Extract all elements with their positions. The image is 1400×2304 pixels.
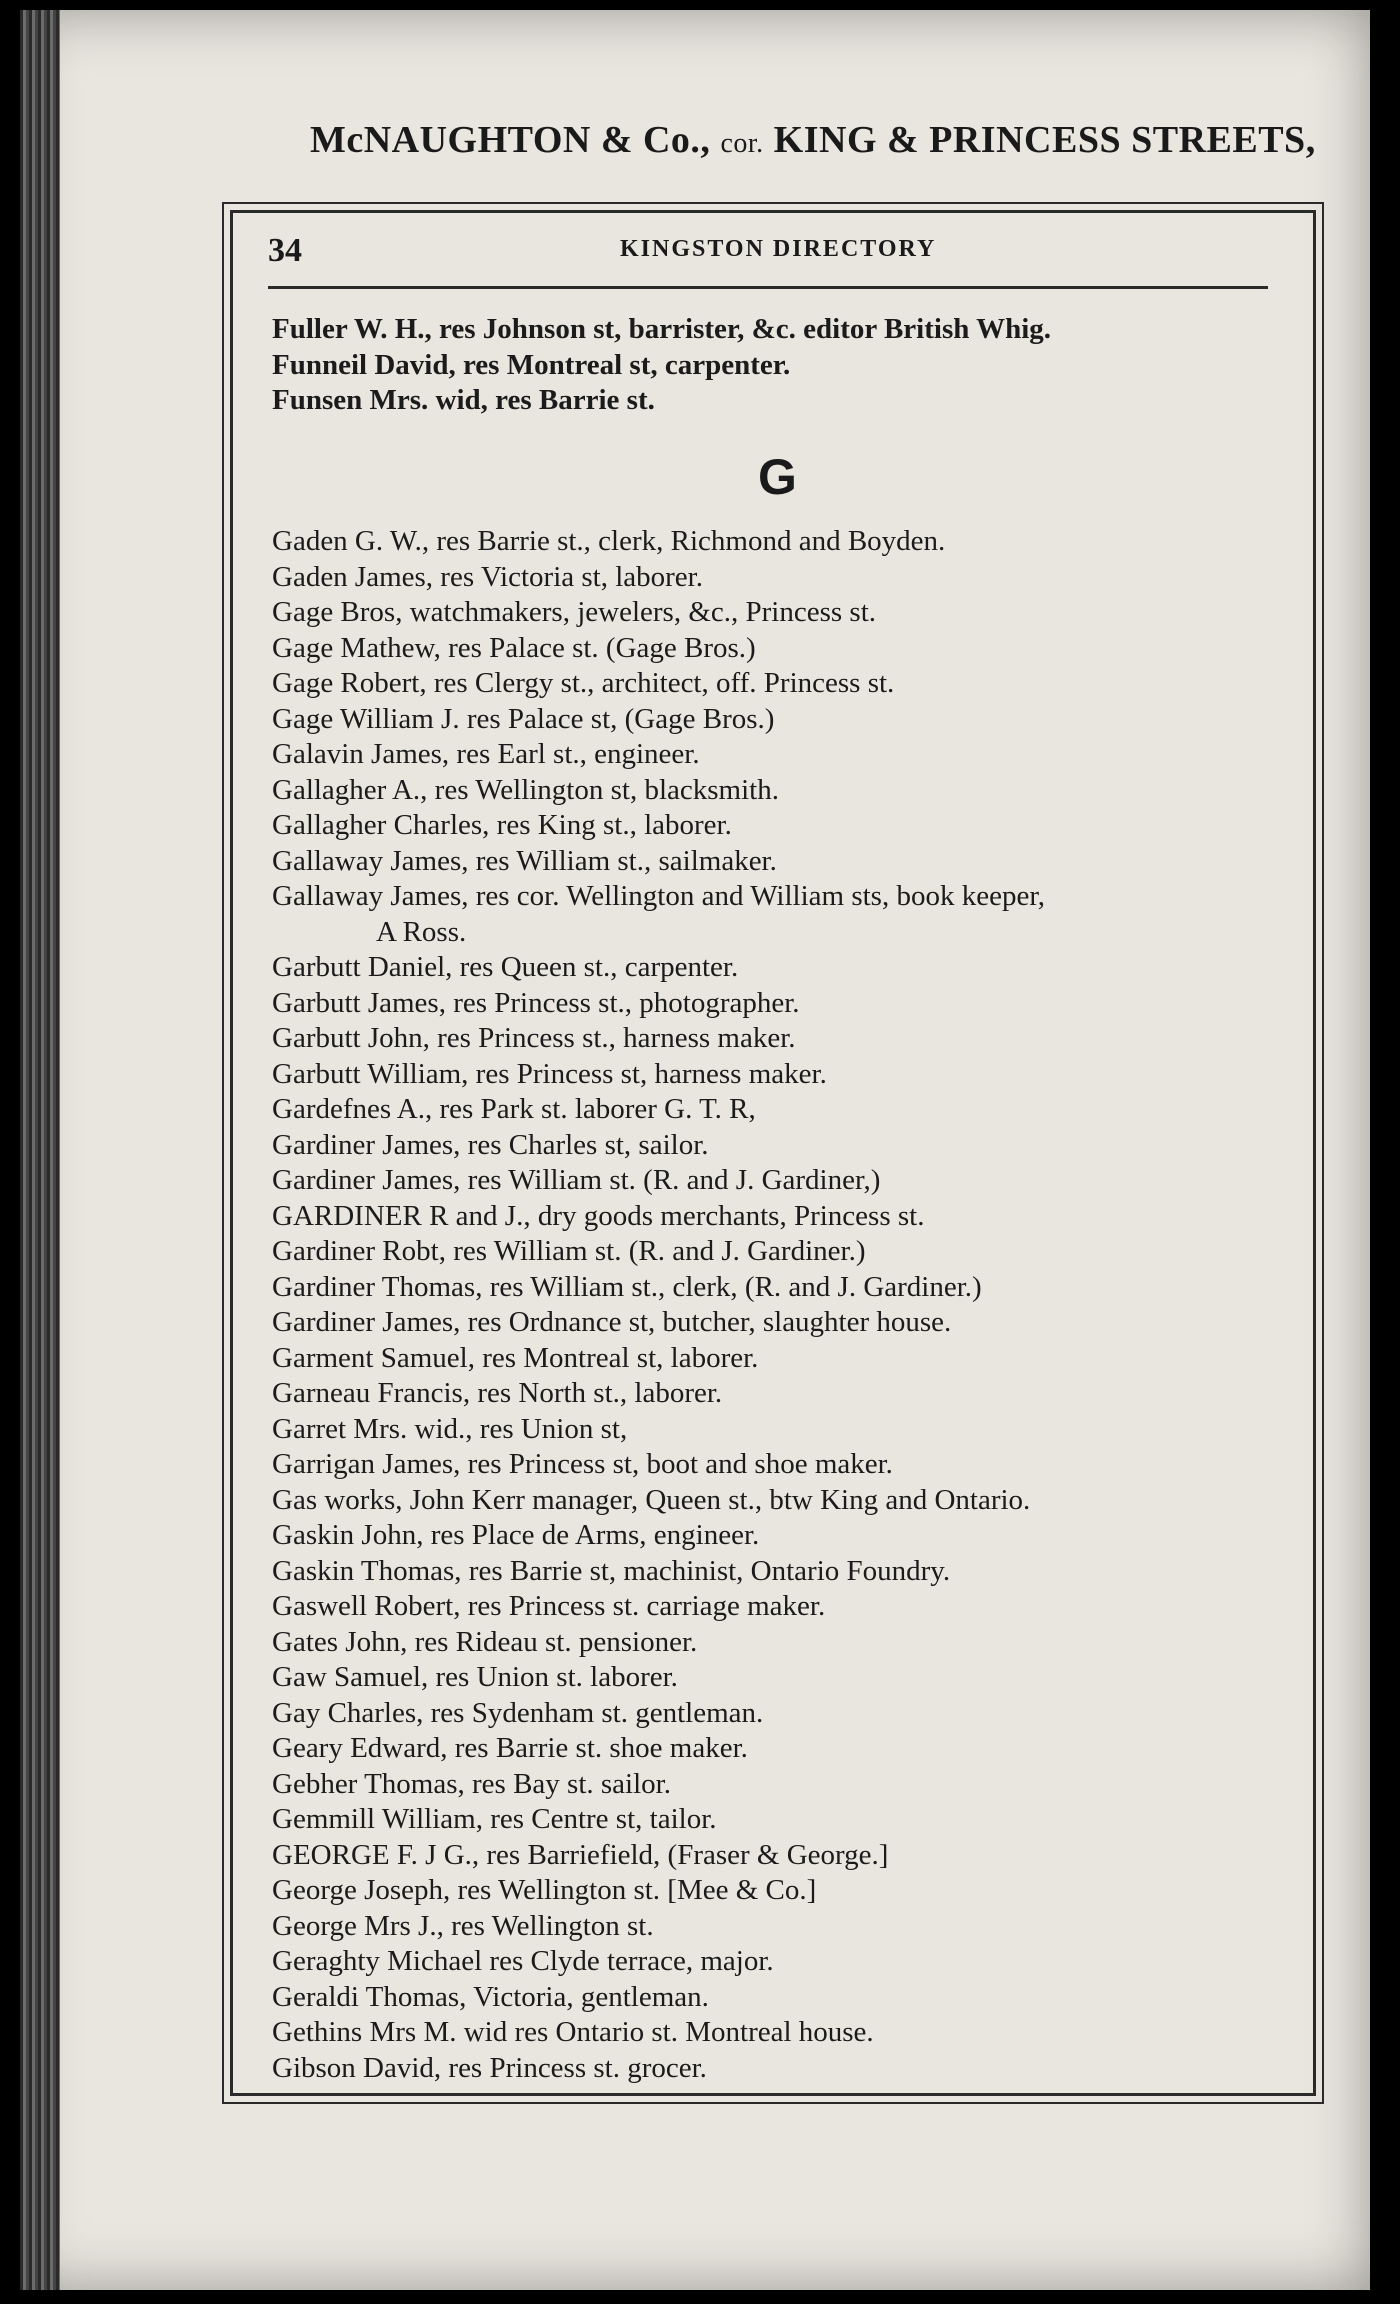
directory-entry: Garret Mrs. wid., res Union st, [272,1412,628,1445]
directory-entry: Gage Robert, res Clergy st., architect, off. Princess st. [272,667,895,699]
directory-entry: Geraghty Michael res Clyde terrace, major. [272,1945,774,1977]
directory-entry: Funsen Mrs. wid, res Barrie st. [272,384,655,416]
directory-entry: Gay Charles, res Sydenham st. gentleman. [272,1696,764,1729]
directory-entry: Gethins Mrs M. wid res Ontario st. Montreal house. [272,2016,874,2048]
section-letter: G [758,449,797,505]
directory-entry: Gage Bros, watchmakers, jewelers, &c., Princess st. [272,596,877,628]
directory-entry: Gaw Samuel, res Union st. laborer. [272,1661,678,1693]
directory-entry: Garbutt James, res Princess st., photographer. [272,986,800,1019]
directory-entry: Gaskin John, res Place de Arms, engineer. [272,1519,760,1551]
directory-entry: Gebher Thomas, res Bay st. sailor. [272,1767,671,1800]
entries-f-list [272,312,1302,419]
directory-entry: Gas works, John Kerr manager, Queen st., btw King and Ontario. [272,1483,1031,1516]
directory-entry: Gardiner Robt, res William st. (R. and J. Gardiner.) [272,1235,866,1267]
directory-entry: Garbutt William, res Princess st, harness maker. [272,1057,827,1090]
directory-entry: Gaskin Thomas, res Barrie st, machinist, Ontario Foundry. [272,1554,951,1587]
directory-entry: Garment Samuel, res Montreal st, laborer. [272,1341,759,1374]
page-number: 34 [268,232,302,269]
directory-entry: George Mrs J., res Wellington st. [272,1909,654,1942]
directory-entry: Gallagher Charles, res King st., laborer. [272,809,732,841]
directory-entry: Gardiner Thomas, res William st., clerk, (R. and J. Gardiner.) [272,1270,982,1303]
directory-entry: Gallagher A., res Wellington st, blacksmith. [272,773,779,806]
running-head-streets: KING & PRINCESS STREETS, [773,119,1316,161]
directory-entry: Fuller W. H., res Johnson st, barrister, &c. editor British Whig. [272,313,1052,345]
running-head-cor: cor. [720,128,764,159]
directory-entry: GARDINER R and J., dry goods merchants, Princess st. [272,1199,925,1232]
directory-entry: Gardiner James, res Charles st, sailor. [272,1128,709,1161]
directory-entry: George Joseph, res Wellington st. [Mee & Co.] [272,1874,817,1906]
directory-entry: Gibson David, res Princess st. grocer. [272,2051,707,2084]
directory-entry: Gaden James, res Victoria st, laborer. [272,560,703,593]
directory-title: KINGSTON DIRECTORY [620,236,937,262]
directory-entry: Gage William J. res Palace st, (Gage Bros.) [272,702,775,735]
entries-g-list [272,524,1302,2086]
directory-entry: Gage Mathew, res Palace st. (Gage Bros.) [272,631,756,664]
directory-entry: Garbutt John, res Princess st., harness maker. [272,1022,796,1054]
directory-entry: Garrigan James, res Princess st, boot and shoe maker. [272,1448,893,1480]
directory-page [20,10,1370,2290]
directory-entry: Gallaway James, res William st., sailmaker. [272,844,777,877]
directory-entry-continuation: A Ross. [376,915,467,948]
directory-entry: Galavin James, res Earl st., engineer. [272,738,700,770]
directory-entry: Gemmill William, res Centre st, tailor. [272,1803,717,1835]
directory-entry: Funneil David, res Montreal st, carpenter. [272,348,791,381]
header-rule [268,286,1268,289]
directory-entry: Garneau Francis, res North st., laborer. [272,1377,723,1409]
running-head [310,118,1316,162]
directory-entry: Gardiner James, res Ordnance st, butcher, slaughter house. [272,1306,952,1338]
running-head-firm: McNAUGHTON & Co., [310,119,711,161]
book-spine [20,10,60,2290]
directory-entry: Gaswell Robert, res Princess st. carriage maker. [272,1590,826,1622]
directory-entry: Gates John, res Rideau st. pensioner. [272,1625,698,1658]
directory-entry: Gardiner James, res William st. (R. and J. Gardiner,) [272,1164,881,1196]
directory-entry: Garbutt Daniel, res Queen st., carpenter. [272,951,739,983]
directory-entry: Gaden G. W., res Barrie st., clerk, Richmond and Boyden. [272,525,946,557]
directory-entry: Geraldi Thomas, Victoria, gentleman. [272,1980,709,2013]
directory-entry: Geary Edward, res Barrie st. shoe maker. [272,1732,748,1764]
directory-entry: Gardefnes A., res Park st. laborer G. T. R, [272,1093,756,1125]
directory-entry: Gallaway James, res cor. Wellington and William sts, book keeper, [272,880,1046,912]
directory-entry: GEORGE F. J G., res Barriefield, (Fraser & George.] [272,1838,889,1871]
